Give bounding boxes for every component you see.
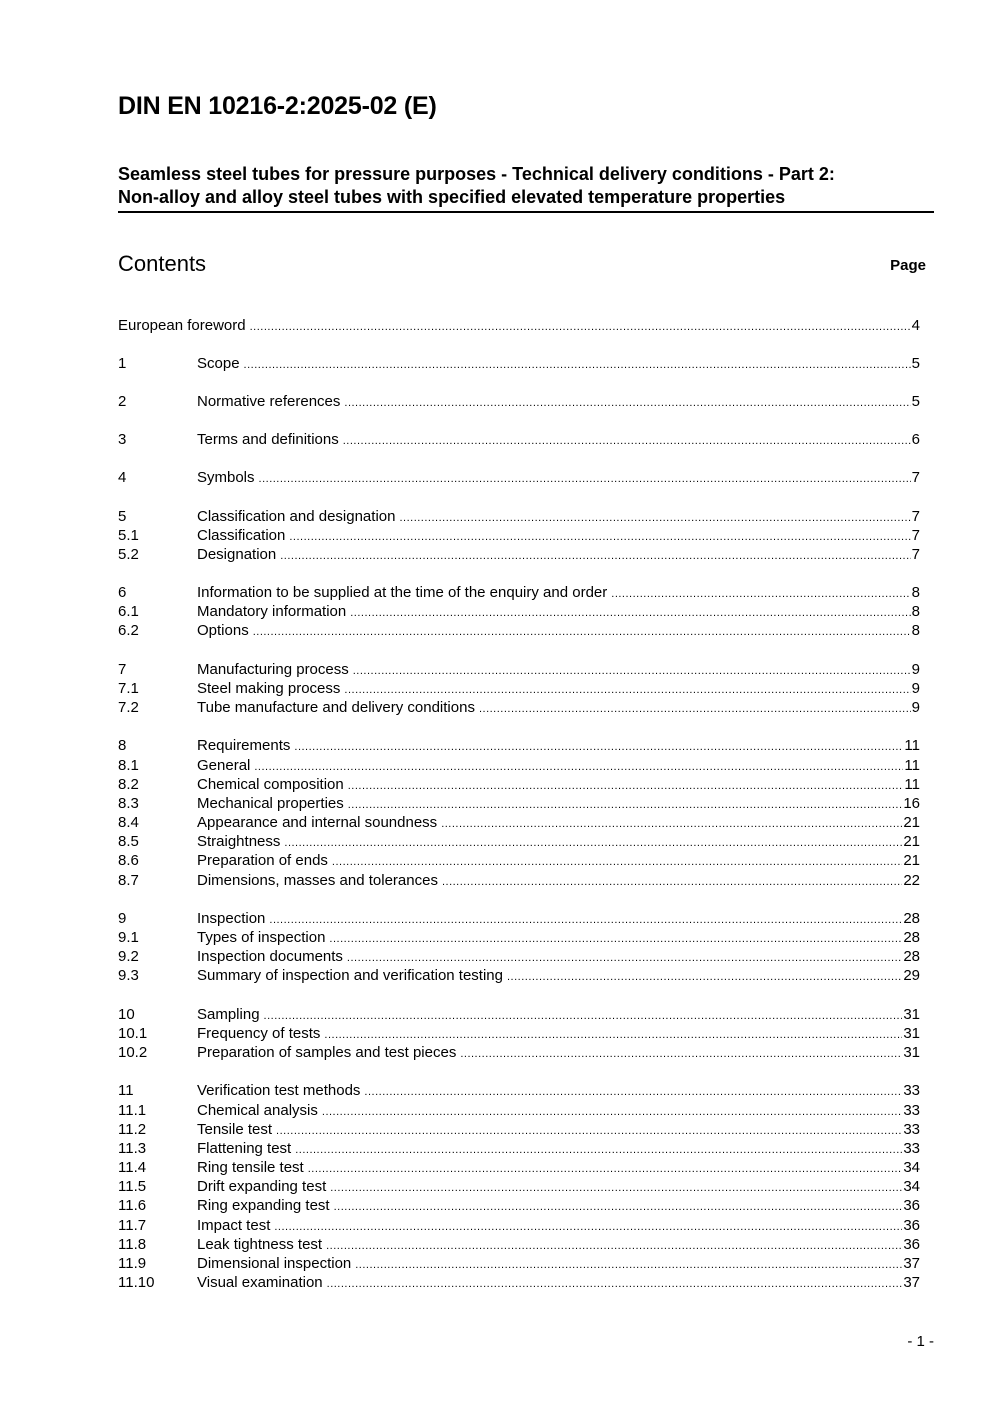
page-column-heading: Page xyxy=(890,257,926,274)
toc-entry-number: 8.2 xyxy=(118,776,139,793)
toc-entry[interactable] xyxy=(118,679,920,698)
toc-entry-page: 37 xyxy=(903,1274,920,1291)
toc-entry-title: Visual examination xyxy=(197,1274,323,1291)
toc-dot-leader xyxy=(344,394,910,413)
toc-entry-number: 8 xyxy=(118,737,127,754)
toc-entry-page: 5 xyxy=(911,355,920,372)
toc-entry-number: 7.1 xyxy=(118,680,139,697)
toc-entry-title: Chemical composition xyxy=(197,776,344,793)
toc-entry[interactable] xyxy=(118,1139,920,1158)
toc-entry-title: Classification and designation xyxy=(197,508,396,525)
toc-entry-page: 21 xyxy=(903,833,920,850)
toc-entry[interactable] xyxy=(118,1120,920,1139)
toc-entry-number: 5 xyxy=(118,508,127,525)
toc-entry-number: 11.3 xyxy=(118,1140,147,1157)
toc-dot-leader xyxy=(332,853,902,872)
toc-entry-page: 34 xyxy=(903,1178,920,1195)
toc-entry[interactable] xyxy=(118,1273,920,1292)
toc-dot-leader xyxy=(280,547,910,566)
toc-entry[interactable] xyxy=(118,1005,920,1024)
toc-entry-page: 22 xyxy=(903,872,920,889)
toc-entry[interactable] xyxy=(118,1196,920,1215)
toc-entry-page: 8 xyxy=(911,603,920,620)
toc-dot-leader xyxy=(327,1275,903,1294)
toc-dot-leader xyxy=(334,1198,903,1217)
toc-dot-leader xyxy=(343,432,911,451)
toc-entry-number: 7 xyxy=(118,661,127,678)
toc-entry-title: Drift expanding test xyxy=(197,1178,327,1195)
toc-entry-title: Flattening test xyxy=(197,1140,292,1157)
toc-entry-number: 11.4 xyxy=(118,1159,147,1176)
toc-entry-number: 11.8 xyxy=(118,1236,147,1253)
toc-entry-title: Tensile test xyxy=(197,1121,273,1138)
toc-entry-page: 9 xyxy=(911,699,920,716)
toc-entry[interactable] xyxy=(118,1101,920,1120)
toc-entry-title: Ring expanding test xyxy=(197,1197,330,1214)
toc-entry[interactable] xyxy=(118,316,920,335)
toc-entry-title: Normative references xyxy=(197,393,341,410)
toc-entry-number: 6.1 xyxy=(118,603,139,620)
toc-entry-number: 8.4 xyxy=(118,814,139,831)
toc-entry-number: 6 xyxy=(118,584,127,601)
toc-entry-page: 34 xyxy=(903,1159,920,1176)
toc-entry-number: 3 xyxy=(118,431,127,448)
toc-entry-number: 11.6 xyxy=(118,1197,147,1214)
toc-entry-number: 9.3 xyxy=(118,967,139,984)
toc-entry-page: 7 xyxy=(911,508,920,525)
toc-entry-title: Sampling xyxy=(197,1006,260,1023)
toc-entry[interactable] xyxy=(118,1043,920,1062)
toc-entry-title: Impact test xyxy=(197,1217,271,1234)
document-subtitle xyxy=(118,163,934,213)
toc-entry-number: 8.6 xyxy=(118,852,139,869)
toc-entry-title: Steel making process xyxy=(197,680,341,697)
toc-entry-page: 4 xyxy=(911,317,920,334)
toc-entry-title: Dimensional inspection xyxy=(197,1255,352,1272)
toc-entry[interactable] xyxy=(118,775,920,794)
toc-entry[interactable] xyxy=(118,966,920,985)
toc-entry[interactable] xyxy=(118,621,920,640)
toc-entry-title: Designation xyxy=(197,546,277,563)
toc-entry-title: Classification xyxy=(197,527,286,544)
toc-entry-page: 9 xyxy=(911,661,920,678)
toc-entry-number: 9.2 xyxy=(118,948,139,965)
toc-dot-leader xyxy=(294,738,903,757)
toc-dot-leader xyxy=(460,1045,902,1064)
toc-entry-title: Types of inspection xyxy=(197,929,326,946)
toc-entry[interactable] xyxy=(118,354,920,373)
toc-entry-page: 11 xyxy=(904,737,920,754)
toc-entry-page: 36 xyxy=(903,1217,920,1234)
toc-entry-number: 9 xyxy=(118,910,127,927)
toc-entry-page: 9 xyxy=(911,680,920,697)
toc-entry-page: 36 xyxy=(903,1197,920,1214)
toc-entry-page: 8 xyxy=(911,622,920,639)
toc-entry-title: Options xyxy=(197,622,249,639)
toc-entry[interactable] xyxy=(118,1235,920,1254)
toc-entry[interactable] xyxy=(118,526,920,545)
toc-entry-title: Chemical analysis xyxy=(197,1102,318,1119)
toc-entry[interactable] xyxy=(118,1216,920,1235)
toc-entry-title: Summary of inspection and verification testing xyxy=(197,967,503,984)
toc-entry[interactable] xyxy=(118,507,920,526)
toc-dot-leader xyxy=(253,623,911,642)
toc-entry-page: 31 xyxy=(903,1025,920,1042)
toc-entry[interactable] xyxy=(118,660,920,679)
toc-entry[interactable] xyxy=(118,871,920,890)
toc-entry[interactable] xyxy=(118,928,920,947)
toc-entry-page: 28 xyxy=(903,948,920,965)
toc-entry-number: 4 xyxy=(118,469,127,486)
toc-entry-title: Tube manufacture and delivery conditions xyxy=(197,699,475,716)
toc-entry-page: 7 xyxy=(911,527,920,544)
toc-entry-title: Mandatory information xyxy=(197,603,347,620)
page-number-footer: - 1 - xyxy=(907,1333,934,1350)
toc-entry-page: 21 xyxy=(903,814,920,831)
toc-entry-page: 31 xyxy=(903,1006,920,1023)
toc-entry-page: 29 xyxy=(903,967,920,984)
toc-dot-leader xyxy=(259,470,911,489)
toc-entry-number: 8.1 xyxy=(118,757,139,774)
toc-entry-number: 8.3 xyxy=(118,795,139,812)
toc-entry-number: 10.1 xyxy=(118,1025,148,1042)
toc-entry-page: 28 xyxy=(903,929,920,946)
toc-entry[interactable] xyxy=(118,392,920,411)
toc-entry-number: 5.1 xyxy=(118,527,139,544)
toc-entry-page: 33 xyxy=(903,1082,920,1099)
toc-entry[interactable] xyxy=(118,1024,920,1043)
toc-entry-title: General xyxy=(197,757,251,774)
toc-entry-title: European foreword xyxy=(118,317,246,334)
toc-entry-title: Dimensions, masses and tolerances xyxy=(197,872,438,889)
toc-entry[interactable] xyxy=(118,794,920,813)
toc-entry[interactable] xyxy=(118,602,920,621)
toc-entry-number: 11.5 xyxy=(118,1178,147,1195)
toc-entry-page: 11 xyxy=(904,757,920,774)
toc-entry[interactable] xyxy=(118,583,920,602)
toc-entry-number: 11.7 xyxy=(118,1217,147,1234)
toc-entry-page: 36 xyxy=(903,1236,920,1253)
toc-entry-page: 33 xyxy=(903,1121,920,1138)
toc-entry-title: Straightness xyxy=(197,833,281,850)
toc-entry-title: Requirements xyxy=(197,737,291,754)
toc-entry-number: 11.9 xyxy=(118,1255,147,1272)
toc-entry-number: 11.1 xyxy=(118,1102,147,1119)
toc-entry-title: Frequency of tests xyxy=(197,1025,321,1042)
toc-entry-number: 8.7 xyxy=(118,872,139,889)
toc-entry-number: 1 xyxy=(118,355,127,372)
toc-entry-page: 33 xyxy=(903,1140,920,1157)
toc-entry-title: Scope xyxy=(197,355,240,372)
toc-entry[interactable] xyxy=(118,813,920,832)
toc-entry-number: 10 xyxy=(118,1006,135,1023)
toc-entry-number: 11 xyxy=(118,1082,134,1099)
toc-entry-title: Verification test methods xyxy=(197,1082,361,1099)
toc-entry-title: Inspection xyxy=(197,910,266,927)
toc-entry-number: 9.1 xyxy=(118,929,139,946)
toc-entry-page: 16 xyxy=(903,795,920,812)
toc-entry-number: 11.2 xyxy=(118,1121,147,1138)
toc-entry[interactable] xyxy=(118,468,920,487)
toc-entry-title: Manufacturing process xyxy=(197,661,349,678)
toc-entry-number: 2 xyxy=(118,393,127,410)
toc-dot-leader xyxy=(479,700,911,719)
toc-entry-title: Preparation of samples and test pieces xyxy=(197,1044,457,1061)
toc-entry[interactable] xyxy=(118,909,920,928)
toc-entry-title: Appearance and internal soundness xyxy=(197,814,438,831)
toc-entry-number: 8.5 xyxy=(118,833,139,850)
toc-entry[interactable] xyxy=(118,545,920,564)
toc-entry[interactable] xyxy=(118,1254,920,1273)
subtitle-line-1: Seamless steel tubes for pressure purposes - Technical delivery conditions - Part 2: xyxy=(118,164,835,184)
toc-entry[interactable] xyxy=(118,947,920,966)
toc-entry-title: Terms and definitions xyxy=(197,431,339,448)
toc-dot-leader xyxy=(244,356,911,375)
toc-entry[interactable] xyxy=(118,1158,920,1177)
toc-entry-page: 7 xyxy=(911,546,920,563)
toc-entry-title: Symbols xyxy=(197,469,255,486)
toc-entry-page: 37 xyxy=(903,1255,920,1272)
toc-dot-leader xyxy=(364,1083,902,1102)
toc-entry-page: 7 xyxy=(911,469,920,486)
toc-entry-title: Preparation of ends xyxy=(197,852,328,869)
toc-entry[interactable] xyxy=(118,1177,920,1196)
toc-entry[interactable] xyxy=(118,698,920,717)
toc-entry-page: 5 xyxy=(911,393,920,410)
subtitle-line-2: Non-alloy and alloy steel tubes with specified elevated temperature properties xyxy=(118,187,786,207)
toc-entry-page: 28 xyxy=(903,910,920,927)
toc-entry-page: 21 xyxy=(903,852,920,869)
toc-entry-number: 5.2 xyxy=(118,546,139,563)
toc-entry-page: 6 xyxy=(911,431,920,448)
toc-entry-number: 10.2 xyxy=(118,1044,148,1061)
toc-entry-title: Inspection documents xyxy=(197,948,343,965)
toc-entry-number: 11.10 xyxy=(118,1274,155,1291)
toc-dot-leader xyxy=(442,873,902,892)
toc-dot-leader xyxy=(250,318,911,337)
toc-entry-page: 11 xyxy=(904,776,920,793)
toc-entry-title: Leak tightness test xyxy=(197,1236,323,1253)
toc-entry-page: 31 xyxy=(903,1044,920,1061)
toc-entry[interactable] xyxy=(118,832,920,851)
toc-entry-title: Information to be supplied at the time of the enquiry and order xyxy=(197,584,608,601)
toc-entry[interactable] xyxy=(118,430,920,449)
toc-entry[interactable] xyxy=(118,1081,920,1100)
toc-entry-number: 6.2 xyxy=(118,622,139,639)
toc-entry-number: 7.2 xyxy=(118,699,139,716)
toc-entry[interactable] xyxy=(118,851,920,870)
toc-entry[interactable] xyxy=(118,756,920,775)
toc-entry-page: 8 xyxy=(911,584,920,601)
contents-heading: Contents xyxy=(118,251,207,276)
toc-entry-page: 33 xyxy=(903,1102,920,1119)
toc-entry-title: Mechanical properties xyxy=(197,795,344,812)
toc-dot-leader xyxy=(507,968,902,987)
toc-entry[interactable] xyxy=(118,736,920,755)
toc-entry-title: Ring tensile test xyxy=(197,1159,304,1176)
document-title: DIN EN 10216-2:2025-02 (E) xyxy=(118,92,437,120)
